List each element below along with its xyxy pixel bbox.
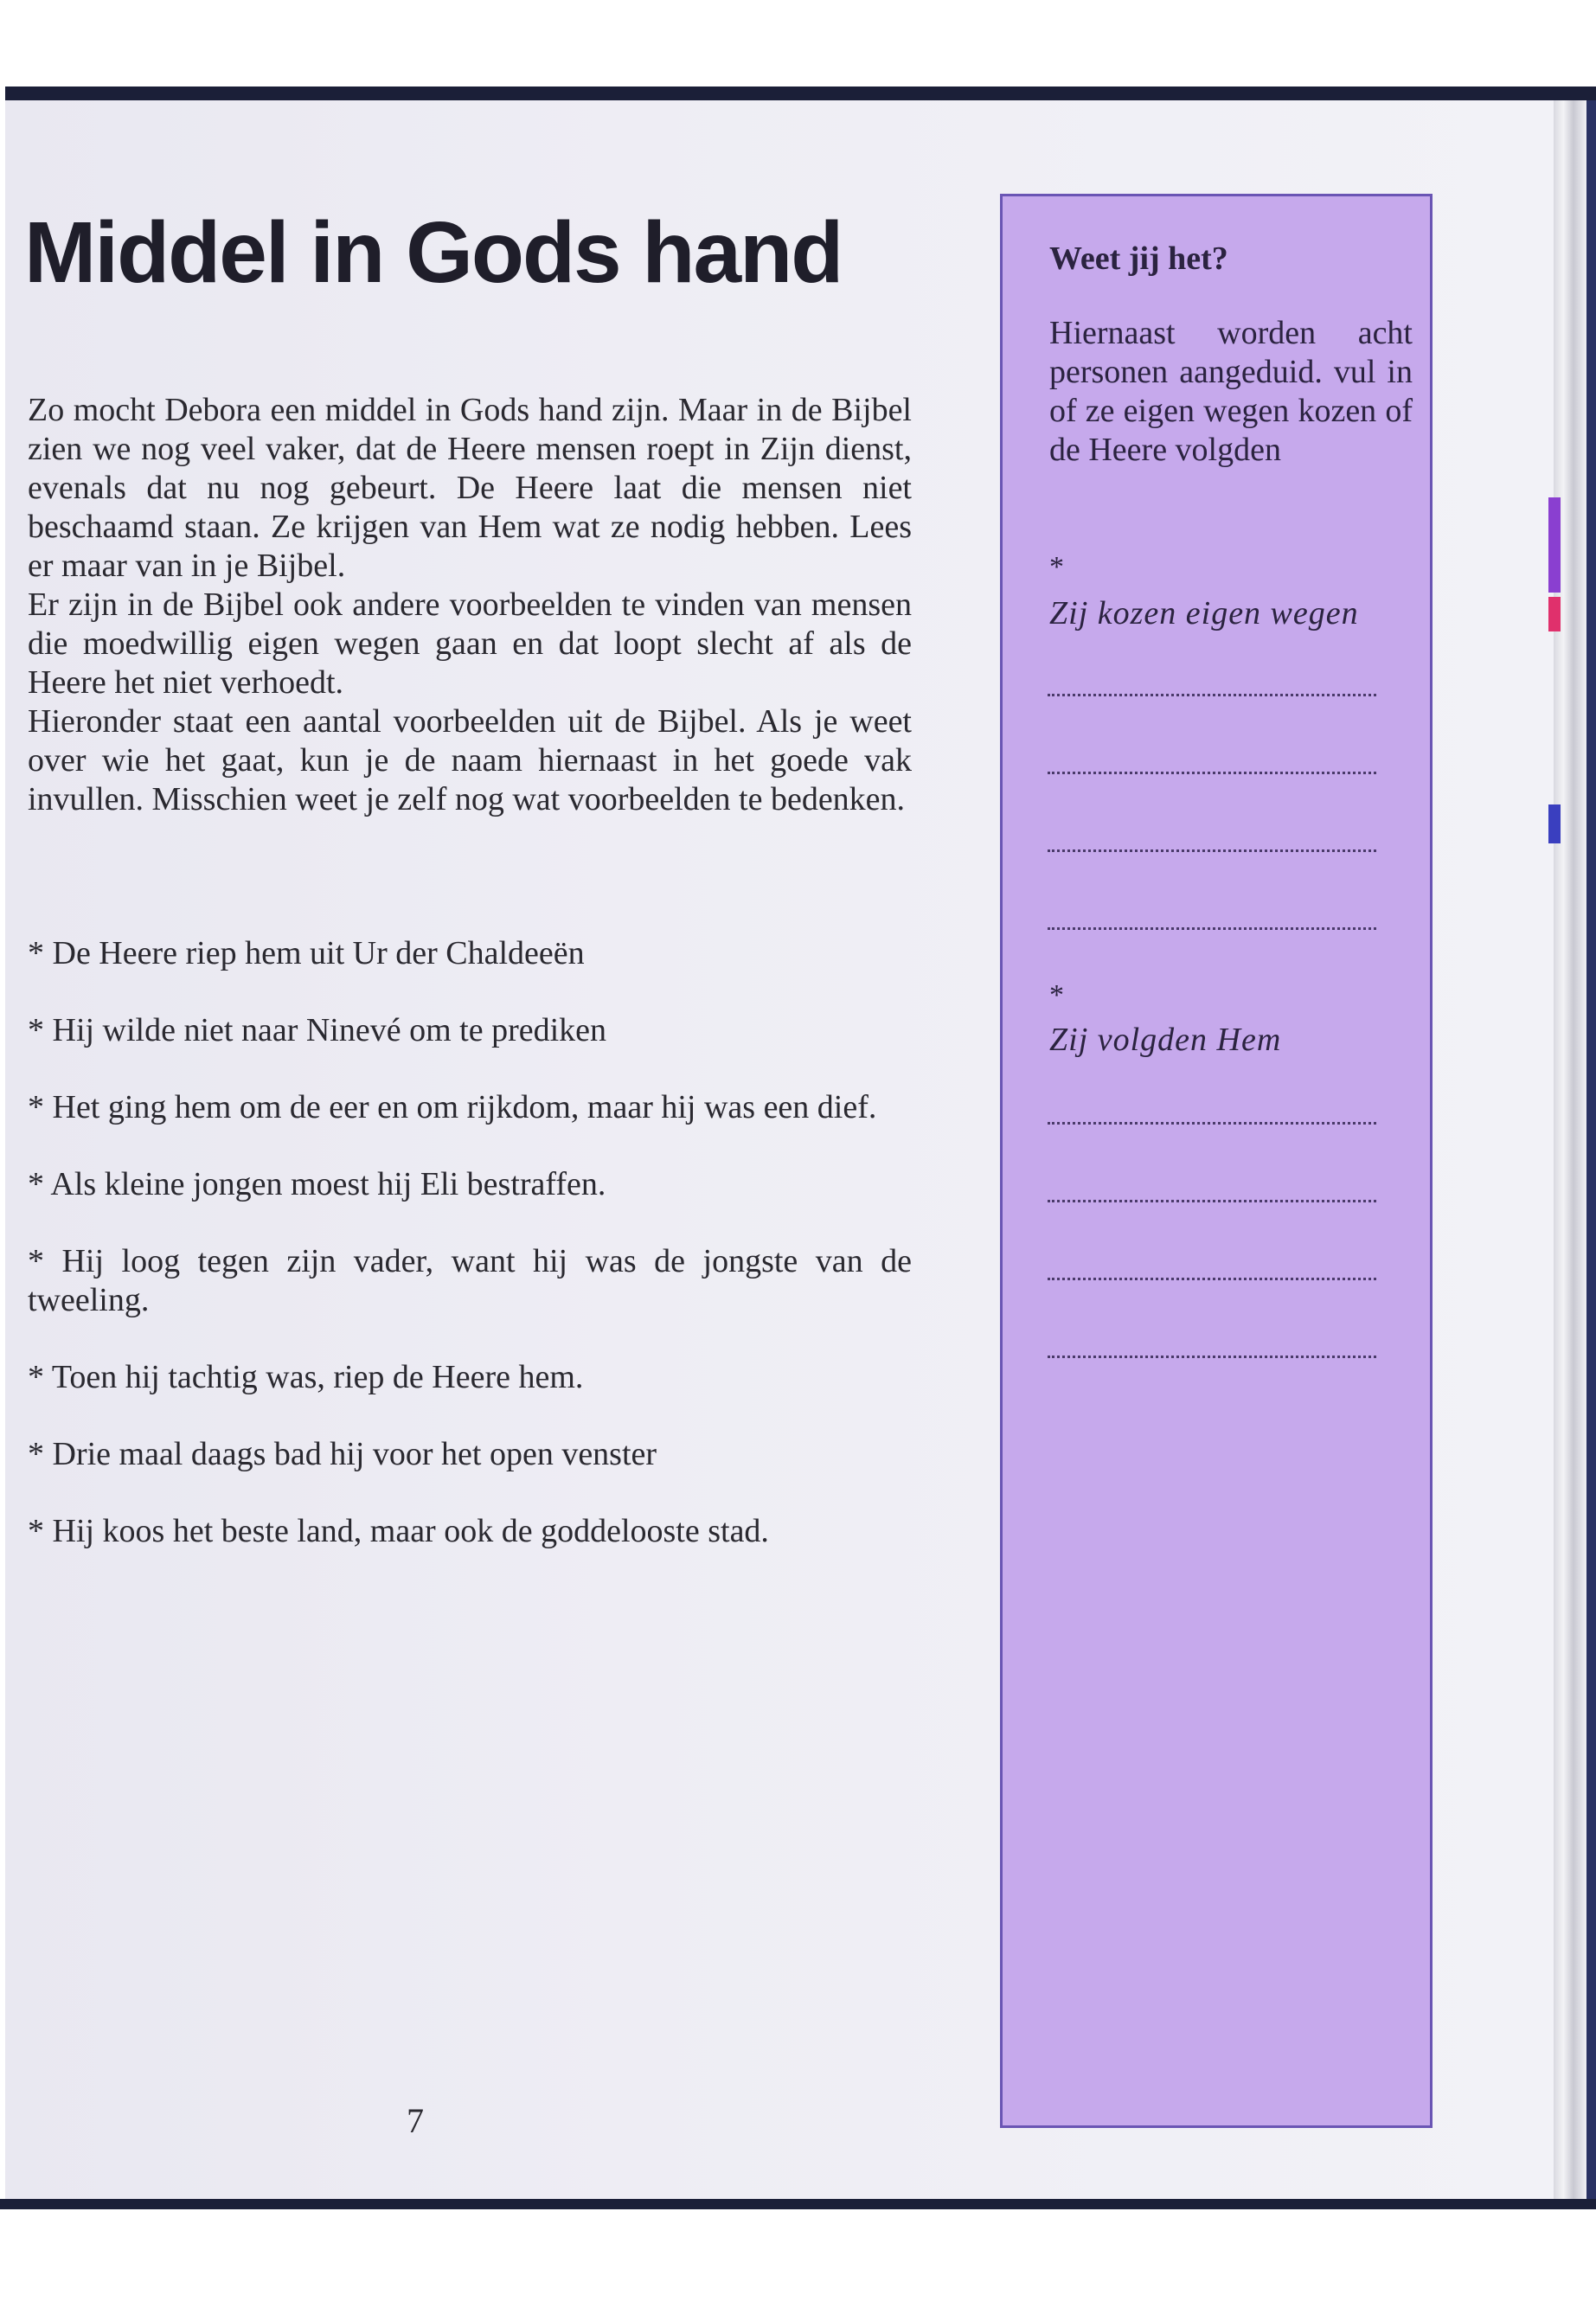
- example-item: * Drie maal daags bad hij voor het open venster: [28, 1436, 657, 1472]
- example-item: * Hij wilde niet naar Ninevé om te prediken: [28, 1012, 607, 1048]
- answer-line[interactable]: [1048, 694, 1376, 696]
- intro-text: [28, 391, 912, 819]
- answer-line[interactable]: [1048, 1200, 1376, 1202]
- example-item: * Als kleine jongen moest hij Eli bestraffen.: [28, 1166, 606, 1202]
- answer-line[interactable]: [1048, 1278, 1376, 1280]
- asterisk-marker: *: [1049, 551, 1064, 583]
- page-stack-edge: [1554, 100, 1586, 2199]
- index-tab-pink: [1548, 597, 1561, 631]
- answer-line[interactable]: [1048, 1356, 1376, 1358]
- intro-paragraph: Hieronder staat een aantal voorbeelden uit de Bijbel. Als je weet over wie het gaat, kun je de naam hiernaast in het goede vak invullen. Misschien weet je zelf nog wat voorbeelden te bedenken.: [28, 703, 912, 817]
- group-label-followed-him: Zij volgden Hem: [1049, 1022, 1282, 1058]
- scan-border-top: [5, 87, 1596, 100]
- page-number: 7: [407, 2101, 424, 2140]
- sidebar-heading: Weet jij het?: [1049, 240, 1228, 277]
- answer-line[interactable]: [1048, 772, 1376, 774]
- book-binding: [1586, 100, 1596, 2199]
- example-list: [28, 934, 912, 1589]
- index-tab-blue: [1548, 804, 1561, 843]
- answer-line[interactable]: [1048, 1122, 1376, 1125]
- quiz-sidebar: [1000, 194, 1433, 2128]
- asterisk-marker: *: [1049, 979, 1064, 1011]
- example-item: * Hij loog tegen zijn vader, want hij was de jongste van de tweeling.: [28, 1243, 912, 1318]
- answer-line[interactable]: [1048, 849, 1376, 852]
- sidebar-instruction: Hiernaast worden acht personen aangeduid. vul in of ze eigen wegen kozen of de Heere volgden: [1049, 315, 1413, 468]
- example-item: * Hij koos het beste land, maar ook de goddelooste stad.: [28, 1513, 769, 1549]
- group-label-own-ways: Zij kozen eigen wegen: [1049, 595, 1359, 631]
- scan-border-bottom: [0, 2199, 1596, 2209]
- answer-line[interactable]: [1048, 927, 1376, 930]
- page-title: Middel in Gods hand: [24, 204, 843, 301]
- intro-paragraph: Er zijn in de Bijbel ook andere voorbeelden te vinden van mensen die moedwillig eigen wegen gaan en dat loopt slecht af als de Heere het niet verhoedt.: [28, 586, 912, 701]
- intro-paragraph: Zo mocht Debora een middel in Gods hand zijn. Maar in de Bijbel zien we nog veel vaker, dat de Heere mensen roept in Zijn dienst, evenals dat nu nog gebeurt. De Heere laat die mensen niet beschaamd staan. Ze krijgen van Hem wat ze nodig hebben. Lees er maar van in je Bijbel.: [28, 392, 912, 584]
- example-item: * Toen hij tachtig was, riep de Heere hem.: [28, 1359, 584, 1395]
- example-item: * De Heere riep hem uit Ur der Chaldeeën: [28, 935, 585, 971]
- example-item: * Het ging hem om de eer en om rijkdom, maar hij was een dief.: [28, 1089, 877, 1125]
- index-tab-purple: [1548, 497, 1561, 593]
